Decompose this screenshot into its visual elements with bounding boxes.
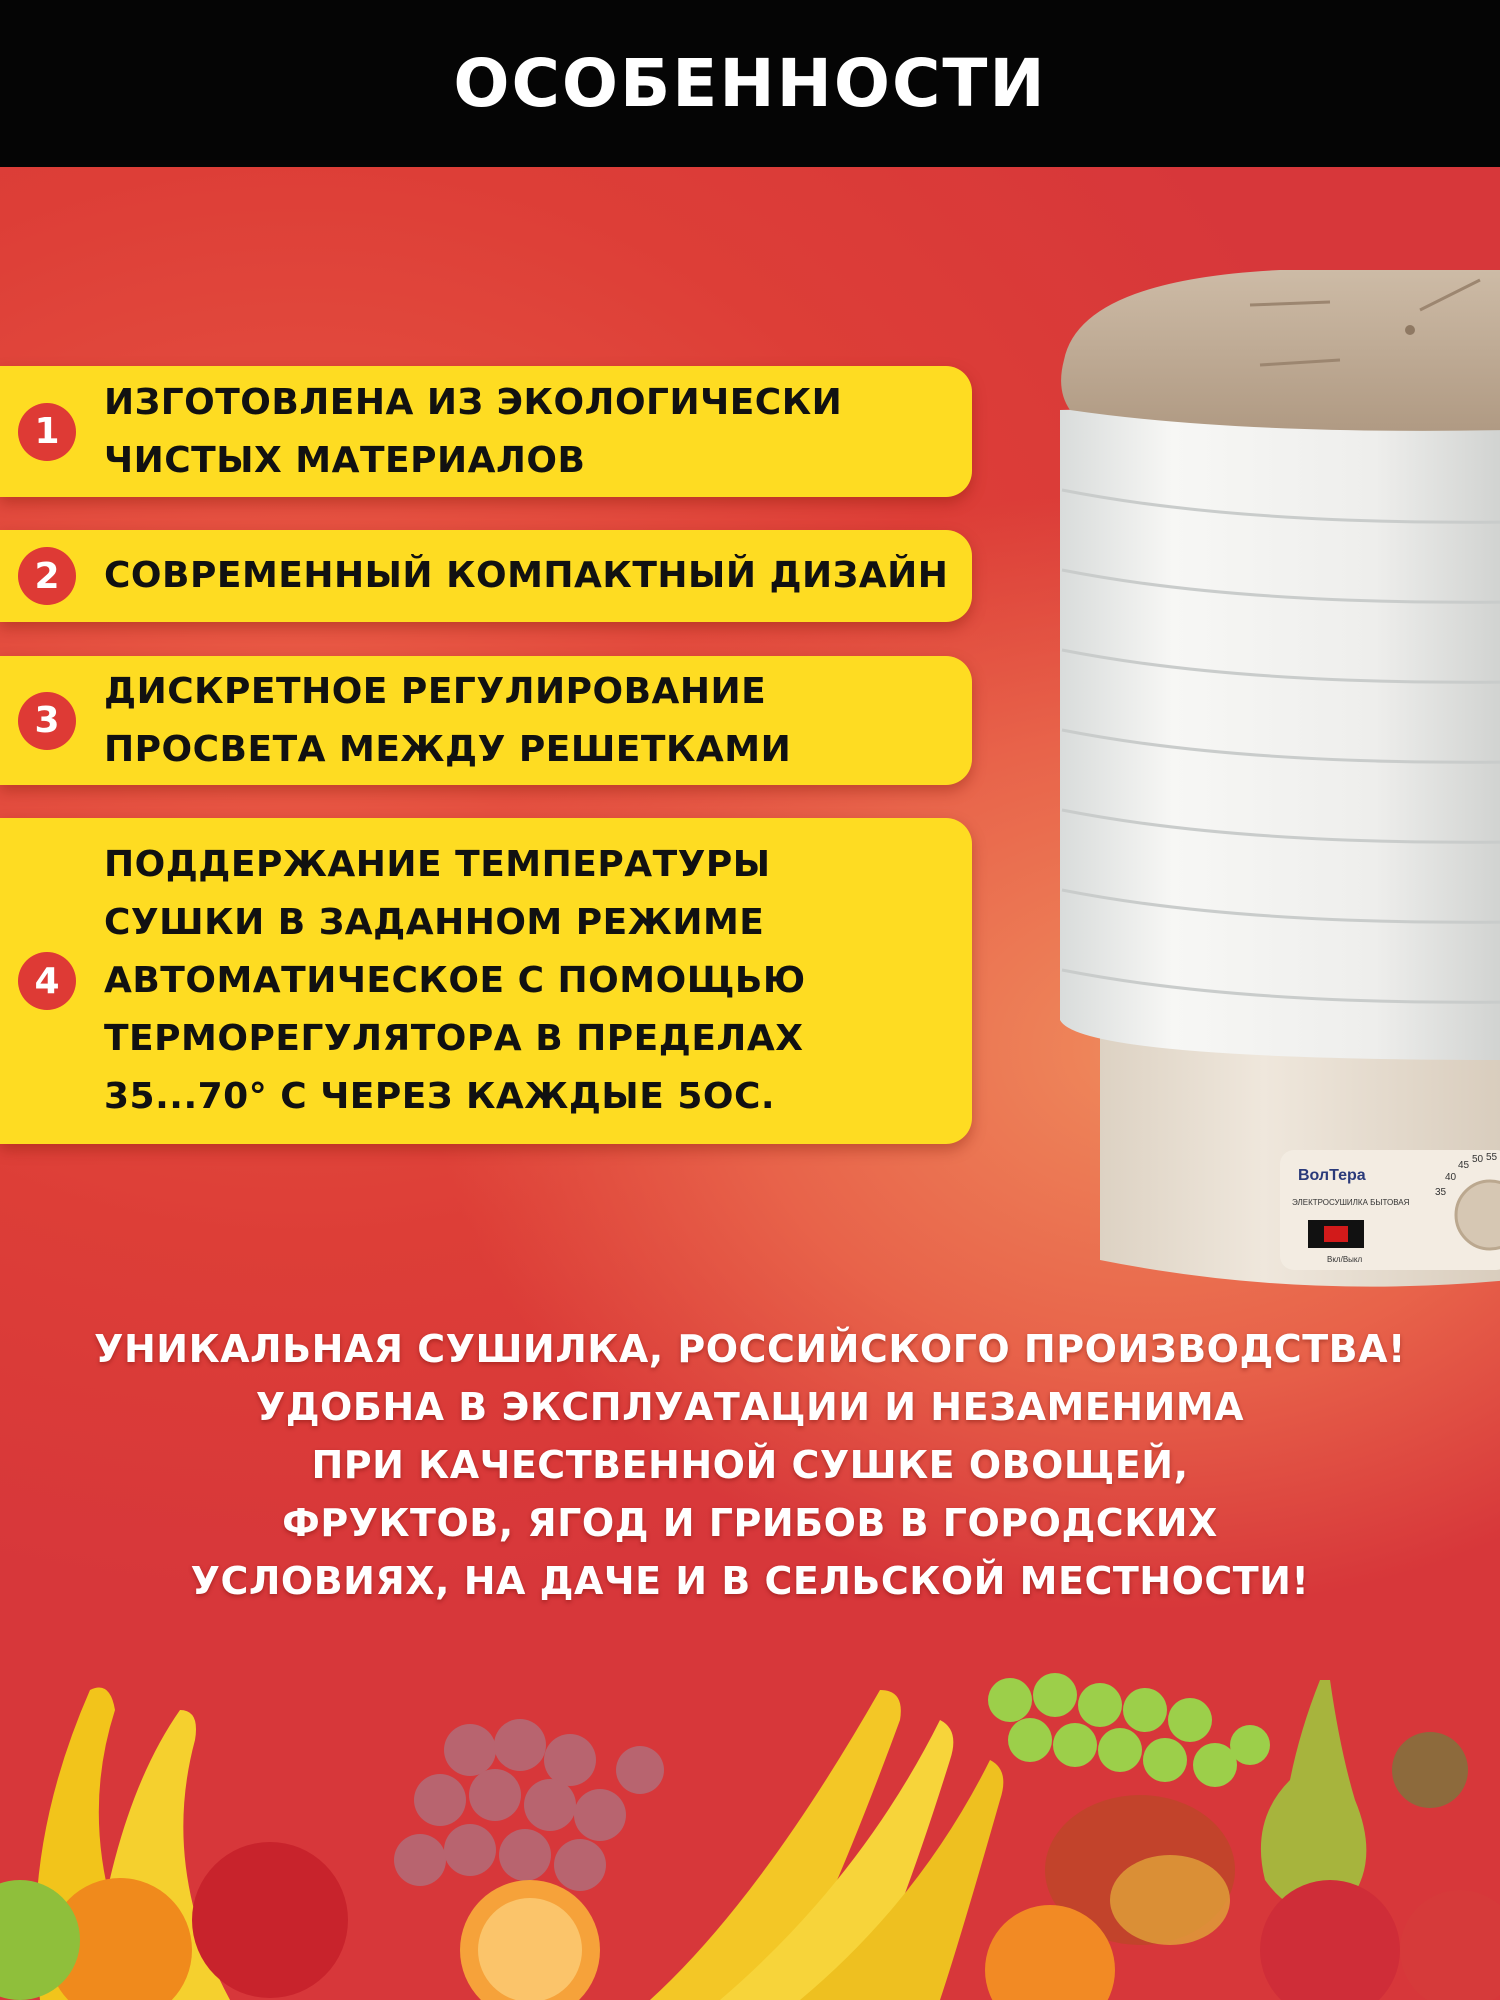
model-label: ЭЛЕКТРОСУШИЛКА БЫТОВАЯ bbox=[1292, 1198, 1410, 1207]
dial-mark: 45 bbox=[1458, 1160, 1470, 1171]
promo-text bbox=[0, 1320, 1500, 1610]
promo-line: УНИКАЛЬНАЯ СУШИЛКА, РОССИЙСКОГО ПРОИЗВОДСТВА! bbox=[94, 1327, 1406, 1371]
feature-text bbox=[104, 663, 952, 779]
feature-line: ИЗГОТОВЛЕНА ИЗ ЭКОЛОГИЧЕСКИ bbox=[104, 381, 843, 423]
feature-number-badge: 4 bbox=[18, 952, 76, 1010]
switch-label: Вкл/Выкл bbox=[1327, 1255, 1363, 1264]
header-bar bbox=[0, 0, 1500, 167]
apple-icon bbox=[192, 1842, 348, 1998]
page-title: ОСОБЕННОСТИ bbox=[453, 45, 1047, 122]
feature-number-badge: 2 bbox=[18, 547, 76, 605]
feature-line: 35...70° С ЧЕРЕЗ КАЖДЫЕ 5ОС. bbox=[104, 1076, 776, 1117]
feature-card-4 bbox=[0, 818, 972, 1144]
promo-line: ФРУКТОВ, ЯГОД И ГРИБОВ В ГОРОДСКИХ bbox=[282, 1501, 1218, 1545]
pear-icon bbox=[1261, 1680, 1366, 1911]
fruits-image bbox=[0, 1650, 1500, 2000]
feature-card-3 bbox=[0, 656, 972, 785]
feature-line: ТЕРМОРЕГУЛЯТОРА В ПРЕДЕЛАХ bbox=[104, 1018, 804, 1059]
feature-card-1 bbox=[0, 366, 972, 497]
feature-card-2 bbox=[0, 530, 972, 622]
feature-line: ПРОСВЕТА МЕЖДУ РЕШЕТКАМИ bbox=[104, 728, 792, 770]
grapes-icon bbox=[394, 1719, 664, 1891]
dial-mark: 40 bbox=[1445, 1172, 1457, 1183]
green-grapes-icon bbox=[988, 1673, 1270, 1787]
feature-line: СОВРЕМЕННЫЙ КОМПАКТНЫЙ ДИЗАЙН bbox=[104, 555, 949, 596]
feature-number-badge: 3 bbox=[18, 692, 76, 750]
kiwi-icon bbox=[1392, 1732, 1468, 1808]
feature-line: АВТОМАТИЧЕСКОЕ С ПОМОЩЬЮ bbox=[104, 960, 806, 1001]
dial-mark: 35 bbox=[1435, 1187, 1447, 1198]
feature-line: ЧИСТЫХ МАТЕРИАЛОВ bbox=[104, 439, 586, 481]
feature-text bbox=[104, 836, 952, 1126]
feature-line: СУШКИ В ЗАДАННОМ РЕЖИМЕ bbox=[104, 902, 765, 943]
feature-number-badge: 1 bbox=[18, 403, 76, 461]
dial-mark: 55 bbox=[1486, 1152, 1498, 1163]
feature-line: ДИСКРЕТНОЕ РЕГУЛИРОВАНИЕ bbox=[104, 670, 767, 712]
feature-line: ПОДДЕРЖАНИЕ ТЕМПЕРАТУРЫ bbox=[104, 844, 771, 885]
brand-logo: ВолТера bbox=[1298, 1167, 1366, 1184]
feature-text bbox=[104, 374, 952, 490]
dial-mark: 50 bbox=[1472, 1154, 1484, 1165]
promo-line: УСЛОВИЯХ, НА ДАЧЕ И В СЕЛЬСКОЙ МЕСТНОСТИ! bbox=[190, 1559, 1310, 1603]
dehydrator-image bbox=[1040, 260, 1500, 1320]
promo-line: УДОБНА В ЭКСПЛУАТАЦИИ И НЕЗАМЕНИМА bbox=[255, 1385, 1245, 1429]
feature-text bbox=[104, 547, 952, 605]
promo-line: ПРИ КАЧЕСТВЕННОЙ СУШКЕ ОВОЩЕЙ, bbox=[311, 1443, 1189, 1487]
